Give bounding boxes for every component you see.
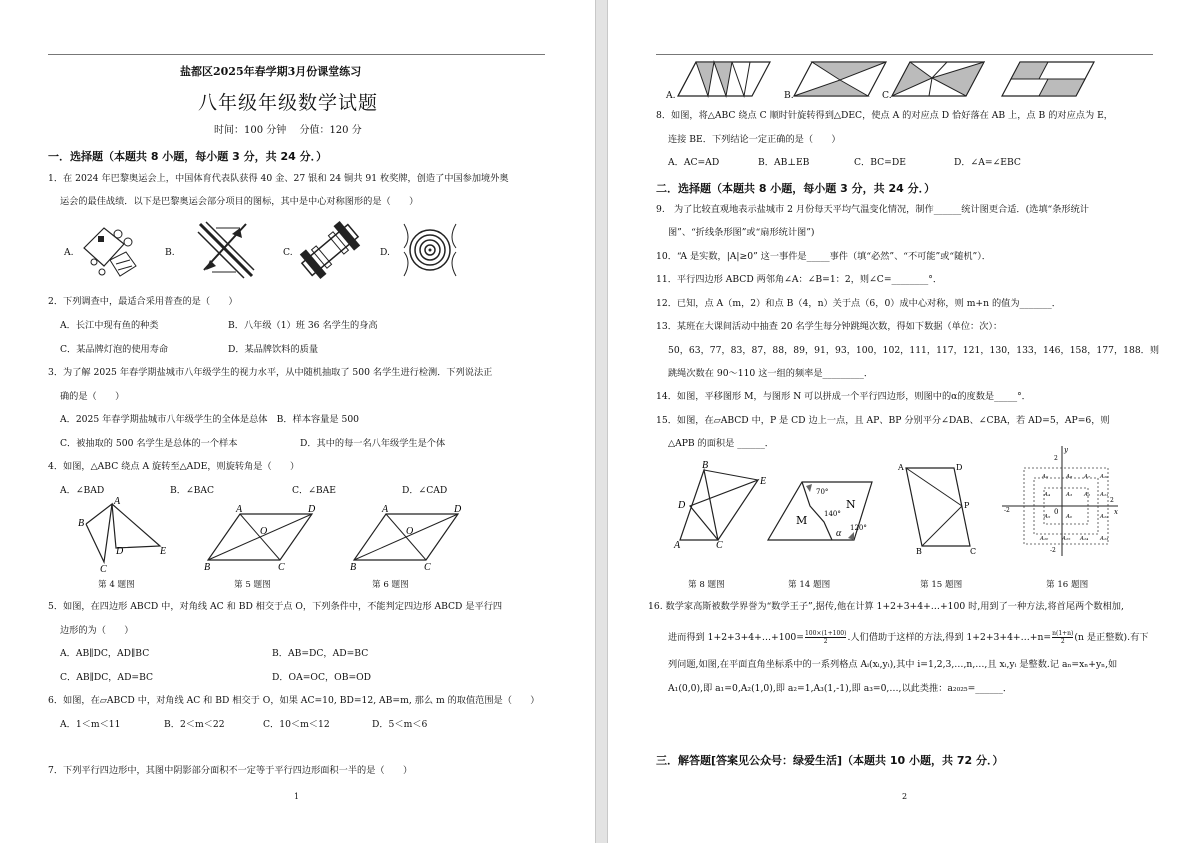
- page-2: [608, 0, 1203, 843]
- q1-option-a: A.: [64, 247, 74, 258]
- q1-option-b: B.: [165, 247, 175, 258]
- q13-line2: 50，63，77，83，87，88，89，91，93，100，102，111，117，121，130，133，146，158，177，188．则: [668, 345, 1160, 356]
- fig4-caption: 第 4 题图: [98, 580, 135, 590]
- svg-text:A: A: [114, 496, 121, 507]
- svg-text:N: N: [846, 498, 856, 511]
- q1-option-d: D.: [380, 247, 390, 258]
- q4-stem: 4．如图，△ABC 绕点 A 旋转至△ADE，则旋转角是（ ）: [48, 461, 300, 472]
- svg-text:E: E: [160, 546, 167, 557]
- svg-text:A: A: [236, 504, 243, 515]
- svg-text:A₄: A₄: [1044, 492, 1051, 498]
- q14: 14．如图，平移图形 M，与图形 N 可以拼成一个平行四边形，则图中的α的度数是_____°．: [656, 391, 1031, 402]
- q6-stem: 6．如图，在▱ABCD 中，对角线 AC 和 BD 相交于 O，如果 AC=10, BD=12, AB=m, 那么 m 的取值范围是（ ）: [48, 695, 540, 706]
- svg-text:D: D: [116, 546, 124, 557]
- svg-text:B: B: [78, 518, 85, 529]
- figure-q16: [996, 444, 1126, 558]
- svg-text:M: M: [796, 514, 808, 527]
- q2-option-d: D．某品牌饮料的质量: [228, 344, 319, 355]
- q13-line3: 跳绳次数在 90～110 这一组的频率是_________．: [668, 368, 874, 379]
- svg-text:2: 2: [1110, 497, 1114, 504]
- section2-title: 二．选择题（本题共 8 小题，每小题 3 分，共 24 分．）: [656, 182, 936, 195]
- fig5-caption: 第 5 题图: [234, 580, 271, 590]
- q5-line2: 边形的为（ ）: [60, 625, 134, 636]
- svg-text:A₁₆: A₁₆: [1040, 536, 1049, 542]
- page-gutter: [595, 0, 608, 843]
- q8-option-d: D．∠A=∠EBC: [954, 157, 1021, 168]
- q16-frac1-den: 2: [823, 638, 828, 645]
- q16-frac2-num: n(1+n): [1052, 630, 1074, 637]
- svg-text:2: 2: [1054, 455, 1058, 462]
- q8-line2: 连接 BE．下列结论一定正确的是（ ）: [668, 134, 841, 145]
- time-info: 时间：100 分钟 分值：120 分: [214, 125, 362, 136]
- svg-text:A₈: A₈: [1066, 474, 1073, 480]
- svg-text:A₁₃: A₁₃: [1100, 536, 1109, 542]
- svg-text:A₁₁: A₁₁: [1100, 492, 1109, 498]
- svg-text:B: B: [204, 562, 211, 573]
- svg-text:B: B: [350, 562, 357, 573]
- svg-text:A₇: A₇: [1084, 474, 1091, 480]
- svg-text:y: y: [1064, 446, 1068, 454]
- q1-icon-c: [298, 220, 362, 280]
- q7-figure-a: [678, 60, 774, 98]
- svg-text:D: D: [956, 463, 963, 472]
- figure-q6: [350, 504, 470, 573]
- q10: 10．“A 是实数，|A|≥0” 这一事件是_____事件（填“必然”、“不可能”或“随机”）．: [656, 251, 991, 262]
- svg-text:A₁₄: A₁₄: [1080, 536, 1089, 542]
- svg-text:O: O: [406, 526, 414, 537]
- q15-line1: 15．如图，在▱ABCD 中，P 是 CD 边上一点，且 AP、BP 分别平分∠DAB、∠CBA，若 AD=5，AP=6，则: [656, 415, 1110, 426]
- q8-option-b: B．AB⊥EB: [758, 157, 810, 168]
- q7-option-b: B.: [784, 90, 794, 101]
- svg-text:P: P: [964, 501, 970, 510]
- page-1: [0, 0, 595, 843]
- svg-text:A₃: A₃: [1066, 492, 1073, 498]
- svg-text:70°: 70°: [816, 488, 829, 496]
- figure-q14: [766, 478, 886, 544]
- svg-text:D: D: [454, 504, 462, 515]
- q16-fraction-2: [1052, 630, 1073, 645]
- q3-line1: 3．为了解 2025 年春学期盐城市八年级学生的视力水平，从中随机抽取了 500 名学生进行检测．下列说法正: [48, 367, 493, 378]
- q8-option-a: A．AC=AD: [668, 157, 720, 168]
- q4-option-a: A．∠BAD: [60, 485, 105, 496]
- q5-option-a: A．AB∥DC，AD∥BC: [60, 648, 150, 659]
- svg-text:O: O: [260, 526, 268, 537]
- q7-option-c: C.: [882, 90, 892, 101]
- svg-text:120°: 120°: [850, 524, 867, 532]
- q3-line2: 确的是（ ）: [60, 391, 125, 402]
- svg-text:C: C: [278, 562, 285, 573]
- q6-option-d: D．5＜m＜6: [372, 719, 428, 730]
- page-number-1: 1: [294, 792, 300, 801]
- q3-option-d: D．其中的每一名八年级学生是个体: [300, 438, 446, 449]
- q7-figure-c: [892, 60, 988, 98]
- q4-option-b: B．∠BAC: [170, 485, 215, 496]
- svg-text:A₅: A₅: [1044, 514, 1051, 520]
- q16-line2-c: (n 是正整数).有下: [1074, 632, 1149, 643]
- section1-title: 一．选择题（本题共 8 小题，每小题 3 分，共 24 分．）: [48, 150, 328, 163]
- svg-text:D: D: [308, 504, 316, 515]
- subject-title: 八年级年级数学试题: [198, 92, 379, 114]
- q8-line1: 8．如图，将△ABC 绕点 C 顺时针旋转得到△DEC，使点 A 的对应点 D 恰好落在 AB 上，点 B 的对应点为 E，: [656, 110, 1113, 121]
- q1-option-c: C.: [283, 247, 293, 258]
- svg-text:A₂: A₂: [1084, 492, 1091, 498]
- q2-option-b: B．八年级（1）班 36 名学生的身高: [228, 320, 378, 331]
- q16-line3: 列问题,如图,在平面直角坐标系中的一系列格点 Aᵢ(xᵢ,yᵢ),其中 i=1,2,3,…,n,…,且 xᵢ,yᵢ 是整数.记 aₙ=xₙ+yₙ,如: [668, 659, 1118, 670]
- q4-option-c: C．∠BAE: [292, 485, 337, 496]
- header-rule-2: [656, 54, 1153, 55]
- q15-line2: △APB 的面积是 ______．: [668, 438, 774, 449]
- q1-line1: 1．在 2024 年巴黎奥运会上，中国体育代表队获得 40 金、27 银和 24 铜共 91 枚奖牌，创造了中国参加境外奥: [48, 173, 509, 184]
- q3-option-a: A．2025 年春学期盐城市八年级学生的全体是总体 B．样本容量是 500: [60, 414, 360, 425]
- fig14-caption: 第 14 题图: [788, 580, 831, 590]
- q12: 12．已知，点 A（m，2）和点 B（4，n）关于点（6，0）成中心对称，则 m+n 的值为_______．: [656, 298, 1061, 309]
- page-number-2: 2: [902, 792, 908, 801]
- svg-text:B: B: [916, 547, 922, 556]
- svg-text:-2: -2: [1050, 547, 1056, 554]
- q16-line2: [668, 630, 1148, 645]
- q16-frac1-num: 100×(1+100): [804, 630, 847, 637]
- svg-text:A₁₅: A₁₅: [1062, 536, 1071, 542]
- q2-option-a: A．长江中现有鱼的种类: [60, 320, 159, 331]
- q6-option-a: A．1＜m＜11: [60, 719, 121, 730]
- svg-text:α: α: [836, 528, 842, 539]
- exam-name: 盐都区2025年春学期3月份课堂练习: [180, 65, 362, 78]
- q7-option-a: A.: [666, 90, 676, 101]
- figure-q4: [76, 496, 176, 576]
- svg-text:D: D: [678, 500, 686, 511]
- svg-text:140°: 140°: [824, 510, 841, 518]
- q8-option-c: C．BC=DE: [854, 157, 906, 168]
- fig8-caption: 第 8 题图: [688, 580, 725, 590]
- svg-text:-2: -2: [1004, 507, 1010, 514]
- q7-figure-b: [794, 60, 890, 98]
- svg-text:x: x: [1114, 508, 1118, 516]
- svg-text:C: C: [424, 562, 431, 573]
- q16-line2-a: 进而得到 1+2+3+4+…+100=: [668, 632, 804, 643]
- q16-line4: A₁(0,0),即 a₁=0,A₂(1,0),即 a₂=1,A₃(1,-1),即 a₃=0,…,以此类推：a₂₀₂₅=______．: [668, 683, 1013, 694]
- q1-icon-a: [80, 222, 140, 280]
- q1-line2: 运会的最佳战绩．以下是巴黎奥运会部分项目的图标，其中是中心对称图形的是（ ）: [60, 196, 419, 207]
- q5-option-d: D．OA=OC，OB=OD: [272, 672, 372, 683]
- q5-line1: 5．如图，在四边形 ABCD 中，对角线 AC 和 BD 相交于点 O，下列条件中，不能判定四边形 ABCD 是平行四: [48, 601, 503, 612]
- figure-q5: [204, 504, 324, 573]
- section3-title: 三．解答题[答案见公众号：绿爱生活]（本题共 10 小题，共 72 分．）: [656, 754, 1004, 767]
- svg-text:A₁₂: A₁₂: [1100, 514, 1109, 520]
- q6-option-c: C．10＜m＜12: [263, 719, 330, 730]
- q3-option-c: C．被抽取的 500 名学生是总体的一个样本: [60, 438, 238, 449]
- q16-line1: 16. 数学家高斯被数学界誉为“数学王子”,据传,他在计算 1+2+3+4+…+100 时,用到了一种方法,将首尾两个数相加,: [648, 601, 1124, 612]
- q13-line1: 13．某班在大课间活动中抽查 20 名学生每分钟跳绳次数，得如下数据（单位：次）：: [656, 321, 1003, 332]
- fig16-caption: 第 16 题图: [1046, 580, 1089, 590]
- fig6-caption: 第 6 题图: [372, 580, 409, 590]
- svg-text:A: A: [674, 540, 681, 551]
- q9-line1: 9. 为了比较直观地表示盐城市 2 月份每天平均气温变化情况，制作______统计图更合适．(选填“条形统计: [656, 204, 1089, 215]
- q4-option-d: D．∠CAD: [402, 485, 448, 496]
- q16-fraction-1: [805, 630, 846, 645]
- svg-text:A: A: [382, 504, 389, 515]
- svg-text:E: E: [760, 476, 767, 487]
- q11: 11．平行四边形 ABCD 两邻角∠A：∠B=1：2，则∠C=________°．: [656, 274, 943, 285]
- q9-line2: 图”、“折线条形图”或“扇形统计图”): [668, 227, 815, 238]
- svg-text:B: B: [702, 460, 709, 471]
- q7-stem: 7．下列平行四边形中，其图中阴影部分面积不一定等于平行四边形面积一半的是（ ）: [48, 765, 413, 776]
- svg-text:A: A: [898, 463, 904, 472]
- q2-stem: 2．下列调查中，最适合采用普查的是（ ）: [48, 296, 238, 307]
- svg-text:C: C: [716, 540, 723, 551]
- q2-option-c: C．某品牌灯泡的使用寿命: [60, 344, 169, 355]
- q16-frac2-den: 2: [1060, 638, 1065, 645]
- header-rule: [48, 54, 545, 55]
- svg-text:A₁₀: A₁₀: [1100, 474, 1109, 480]
- q1-icon-d: [398, 218, 462, 282]
- svg-text:A₉: A₉: [1042, 474, 1049, 480]
- fig15-caption: 第 15 题图: [920, 580, 963, 590]
- q7-figure-d: [1002, 60, 1098, 98]
- figure-q8: [672, 458, 772, 550]
- q1-icon-b: [196, 220, 256, 280]
- q5-option-b: B．AB=DC，AD=BC: [272, 648, 369, 659]
- svg-text:C: C: [100, 564, 107, 575]
- svg-text:0: 0: [1054, 508, 1059, 516]
- figure-q15: [898, 462, 988, 554]
- svg-text:C: C: [970, 547, 977, 556]
- q16-line2-b: .人们借助于这样的方法,得到 1+2+3+4+…+n=: [847, 632, 1052, 643]
- svg-text:A₆: A₆: [1066, 514, 1073, 520]
- q6-option-b: B．2＜m＜22: [164, 719, 225, 730]
- q5-option-c: C．AB∥DC，AD=BC: [60, 672, 154, 683]
